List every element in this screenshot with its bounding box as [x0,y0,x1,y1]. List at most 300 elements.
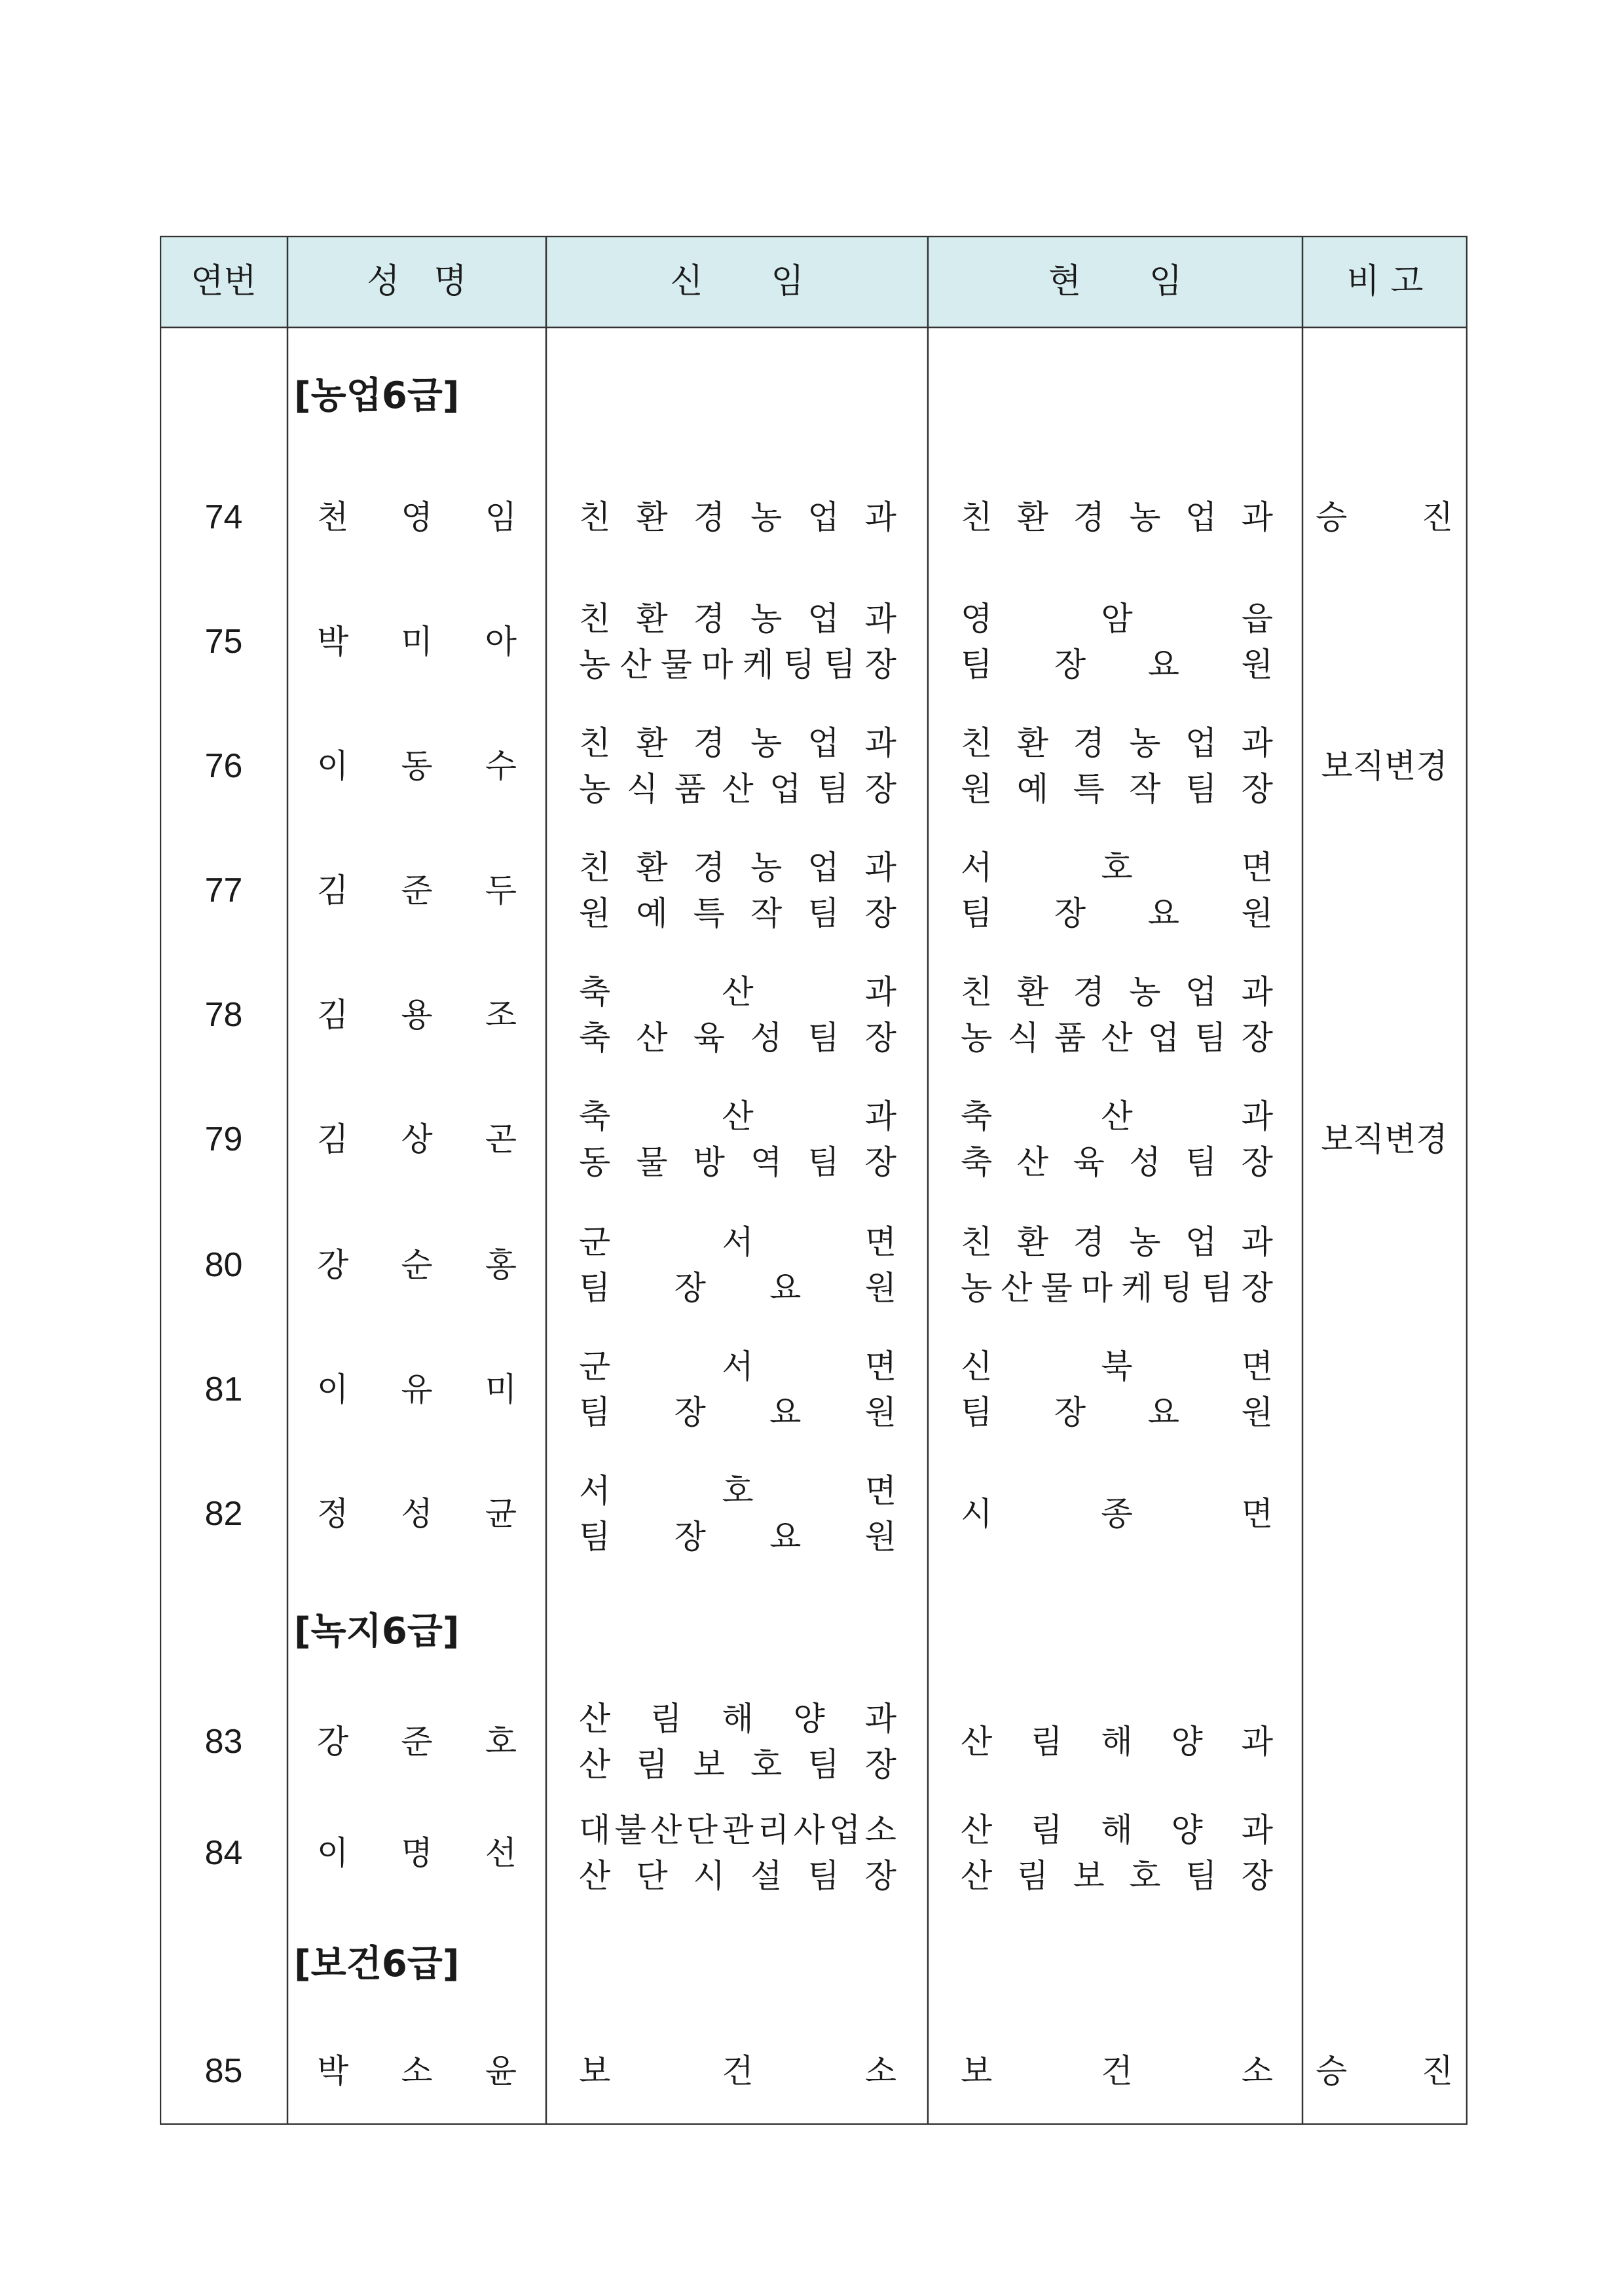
row-number [160,1797,287,1909]
char: 과 [1241,724,1273,762]
char: 양 [1171,1723,1203,1761]
char: 수 [485,747,517,785]
char: 산 [1001,1269,1033,1307]
char: [ [294,1943,311,1985]
char: 과 [864,849,896,887]
char: 팀 [817,770,849,808]
char: 명 [401,1834,433,1872]
current-post-line [961,1265,1273,1311]
header-remarks [1302,236,1467,327]
char: 요 [1147,894,1180,932]
char: 장 [1241,1269,1273,1307]
new-post-line [579,1807,896,1853]
new-post-line [579,720,896,766]
header-name-label: 성 명 [367,262,467,301]
char: 산 [579,1746,611,1784]
char: 진 [1421,2052,1453,2090]
current-post [961,1334,1273,1445]
char: 장 [864,1746,896,1784]
char: 영 [961,600,993,638]
header-name [287,236,546,327]
new-post [579,1084,896,1195]
char: 업 [807,600,840,638]
current-post-line [961,1853,1273,1899]
char: 시 [961,1495,993,1533]
char: 호 [485,1723,517,1761]
char: 팀 [807,1019,840,1057]
new-post-line [579,969,896,1015]
char: 두 [485,872,517,909]
row-number-text: 85 [204,2052,243,2090]
row-number [160,1686,287,1797]
char: 군 [579,1223,611,1261]
current-post-line [961,720,1273,766]
char: 물 [1041,1269,1073,1307]
new-post-line [579,2048,896,2094]
appointment-table [160,236,1467,2125]
char: 장 [674,1393,706,1431]
char: 농 [961,1019,993,1057]
char: 과 [1241,1723,1273,1761]
row-number-text: 74 [204,498,243,536]
current-post-line [961,766,1273,812]
char: 면 [1241,1495,1273,1533]
person-name-text [317,2048,517,2094]
char: 산 [1101,1019,1133,1057]
row-number-text: 77 [204,872,243,909]
person-name-text [317,868,517,913]
section-label [294,373,543,419]
current-post [961,1209,1273,1321]
char: 업 [829,1811,861,1849]
char: 작 [1129,770,1161,808]
char: 보 [1073,1857,1105,1895]
new-post-line [579,1853,896,1899]
current-post [961,1458,1273,1570]
remarks-text: 보직변경 [1321,1120,1448,1158]
char: 환 [636,724,668,762]
new-post-line [579,1514,896,1560]
char: 림 [636,1746,668,1784]
char: 소 [1241,2052,1273,2090]
char: 업 [1185,498,1217,536]
person-name [317,2015,517,2127]
row-number-text: 75 [204,623,243,661]
char: 서 [961,849,993,887]
char: 환 [636,600,668,638]
char: 경 [693,498,725,536]
char: 임 [485,498,517,536]
char: 장 [1241,1019,1273,1057]
char: 친 [961,973,993,1011]
char: 순 [401,1246,433,1284]
char: 축 [579,973,611,1011]
new-post [579,1209,896,1321]
char: 경 [693,724,725,762]
char: 지 [346,1610,382,1653]
person-name [317,1458,517,1570]
char: 보 [310,1943,346,1985]
person-name [317,586,517,697]
char: 소 [864,1811,896,1849]
new-post [579,710,896,822]
char: 균 [485,1495,517,1533]
char: 케 [742,646,774,684]
char: 해 [1101,1811,1133,1849]
row-number [160,2015,287,2127]
char: 팀 [579,1269,611,1307]
remarks [1316,462,1453,573]
char: 녹 [310,1610,346,1653]
char: 작 [750,894,783,932]
char: 진 [1421,498,1453,536]
char: 정 [317,1495,349,1533]
char: 선 [485,1834,517,1872]
char: 설 [750,1857,783,1895]
new-post-line [579,1265,896,1311]
char: 원 [1241,646,1273,684]
char: 급 [407,1943,443,1985]
char: 업 [807,498,840,536]
char: 박 [317,623,349,661]
char: 요 [769,1518,802,1556]
char: 강 [317,1246,349,1284]
char: 업 [1185,724,1217,762]
new-post [579,959,896,1071]
row-number-text: 84 [204,1834,243,1872]
remarks-text: 보직변경 [1321,747,1448,785]
char: 원 [1241,894,1273,932]
char: 급 [407,1610,443,1653]
header-new-post [546,236,928,327]
char: 과 [864,1097,896,1135]
char: 곤 [485,1120,517,1158]
current-post-line [961,1219,1273,1265]
char: 팀 [807,1143,840,1181]
new-post-line [579,845,896,890]
char: 산 [636,1019,668,1057]
current-post [961,710,1273,822]
char: 경 [1073,724,1105,762]
char: 용 [401,996,433,1034]
char: 원 [1241,1393,1273,1431]
char: 원 [864,1393,896,1431]
row-number [160,1209,287,1321]
new-post-line [579,642,896,688]
char: 농 [750,849,783,887]
new-post [579,586,896,697]
new-post [579,835,896,946]
current-post-line [961,2048,1273,2094]
char: 환 [1016,973,1049,1011]
char: 팀 [824,646,856,684]
char: 팅 [783,646,815,684]
char: 면 [1241,1348,1273,1386]
char: 호 [1101,849,1133,887]
char: 원 [579,894,611,932]
char: 환 [1016,498,1049,536]
row-number [160,462,287,573]
char: 경 [1073,973,1105,1011]
char: 급 [407,375,443,417]
char: [ [294,1610,311,1653]
char: 과 [864,600,896,638]
current-post-line [961,642,1273,688]
char: 경 [693,600,725,638]
char: 농 [750,600,783,638]
person-name-text [317,992,517,1038]
row-number [160,1458,287,1570]
row-number-text: 82 [204,1495,243,1533]
person-name-text [317,1116,517,1162]
char: 마 [1080,1269,1113,1307]
person-name [317,959,517,1071]
char: 물 [636,1143,668,1181]
char: 강 [317,1723,349,1761]
remarks-text [1316,494,1453,540]
char: 육 [1073,1143,1105,1181]
char: 요 [769,1393,802,1431]
char: 6 [381,375,407,417]
char: 장 [1241,770,1273,808]
char: 박 [317,2052,349,2090]
char: 서 [722,1223,754,1261]
current-post-line [961,1807,1273,1853]
char: 품 [1054,1019,1086,1057]
char: 보 [961,2052,993,2090]
char: 친 [579,498,611,536]
char: 해 [1101,1723,1133,1761]
char: 소 [864,2052,896,2090]
char: ] [442,375,460,417]
char: 예 [1016,770,1049,808]
row-number [160,710,287,822]
char: 과 [1241,1811,1273,1849]
char: 마 [701,646,733,684]
person-name-text [317,1491,517,1537]
char: 이 [317,1834,349,1872]
section-heading [294,1909,661,2020]
person-name [317,462,517,573]
char: 이 [317,747,349,785]
char: 친 [961,498,993,536]
char: 승 [1316,498,1348,536]
char: 준 [401,872,433,909]
section-label [294,1609,543,1655]
person-name-text [317,619,517,665]
char: 윤 [485,2052,517,2090]
char: 단 [686,1811,718,1849]
row-number [160,1084,287,1195]
person-name [317,1209,517,1321]
char: 장 [1054,646,1086,684]
char: 림 [1031,1811,1063,1849]
char: 환 [636,849,668,887]
current-post [961,1797,1273,1909]
char: 팀 [1185,1143,1217,1181]
char: 농 [1129,498,1161,536]
char: 산 [961,1723,993,1761]
char: 준 [401,1723,433,1761]
char: 육 [693,1019,725,1057]
char: 팀 [807,1746,840,1784]
char: 역 [750,1143,783,1181]
char: 건 [1101,2052,1133,2090]
remarks [1316,2015,1453,2127]
char: 상 [401,1120,433,1158]
header-current-post-label: 현 임 [1048,262,1183,301]
person-name-text [317,1719,517,1765]
char: 장 [1241,1857,1273,1895]
char: 과 [864,498,896,536]
char: 요 [769,1269,802,1307]
char: 원 [864,1269,896,1307]
section-heading [294,1576,661,1687]
char: 농 [1129,724,1161,762]
char: 업 [769,770,802,808]
new-post-line [579,890,896,936]
char: 축 [579,1097,611,1135]
char: 성 [1129,1143,1161,1181]
row-number [160,586,287,697]
char: 예 [636,894,668,932]
new-post-line [579,1389,896,1435]
char: 축 [579,1019,611,1057]
char: 장 [1054,1393,1086,1431]
char: 팀 [961,646,993,684]
char: 북 [1101,1348,1133,1386]
char: 요 [1147,646,1180,684]
row-number-text: 81 [204,1370,243,1408]
current-post-line [961,1344,1273,1389]
char: 축 [961,1143,993,1181]
header-current-post [928,236,1302,327]
char: 6 [381,1610,407,1653]
char: 산 [619,646,652,684]
char: 동 [579,1143,611,1181]
char: 면 [1241,849,1273,887]
current-post [961,1686,1273,1797]
char: 업 [1147,1019,1180,1057]
char: 호 [1129,1857,1161,1895]
new-post-line [579,1696,896,1742]
char: 산 [1016,1143,1049,1181]
char: 동 [401,747,433,785]
char: 팀 [961,1393,993,1431]
char: 호 [722,1472,754,1510]
person-name [317,1797,517,1909]
char: 과 [1241,498,1273,536]
char: 산 [961,1857,993,1895]
char: 장 [1054,894,1086,932]
char: 원 [864,1518,896,1556]
row-number-text: 79 [204,1120,243,1158]
char: 6 [381,1943,407,1985]
char: 김 [317,872,349,909]
header-new-post-label: 신 임 [670,262,804,301]
char: 신 [961,1348,993,1386]
char: ] [442,1943,460,1985]
char: 암 [1101,600,1133,638]
header-no-label: 연번 [191,262,257,301]
char: 면 [864,1472,896,1510]
new-post-line [579,1468,896,1514]
char: 산 [961,1811,993,1849]
char: 장 [674,1518,706,1556]
char: 경 [1073,498,1105,536]
person-name-text [317,494,517,540]
char: 단 [636,1857,668,1895]
remarks-text [1316,2048,1453,2094]
char: 농 [750,724,783,762]
char: 농 [579,770,611,808]
char: 산 [650,1811,682,1849]
person-name [317,835,517,946]
header-no [160,236,287,327]
new-post-line [579,596,896,642]
char: 림 [1031,1723,1063,1761]
new-post-line [579,766,896,812]
char: 친 [579,600,611,638]
section-label [294,1941,543,1987]
char: 조 [485,996,517,1034]
current-post-line [961,890,1273,936]
current-post [961,586,1273,697]
row-number-text: 83 [204,1723,243,1761]
char: 군 [579,1348,611,1386]
current-post [961,2015,1273,2127]
char: 림 [650,1700,682,1738]
char: 성 [750,1019,783,1057]
char: 품 [674,770,706,808]
char: 축 [961,1097,993,1135]
row-number-text: 80 [204,1246,243,1284]
char: 미 [401,623,433,661]
current-post-line [961,1093,1273,1139]
char: 물 [660,646,693,684]
char: 불 [614,1811,646,1849]
char: 팀 [579,1393,611,1431]
current-post-line [961,845,1273,890]
char: 영 [401,498,433,536]
current-post-line [961,969,1273,1015]
char: 농 [961,1269,993,1307]
char: 보 [579,2052,611,2090]
current-post-line [961,596,1273,642]
char: 장 [1241,1143,1273,1181]
char: 팀 [1185,770,1217,808]
char: 경 [693,849,725,887]
char: 농 [1129,973,1161,1011]
char: 과 [1241,973,1273,1011]
current-post-line [961,1139,1273,1185]
char: 성 [401,1495,433,1533]
char: 사 [793,1811,825,1849]
char: 환 [636,498,668,536]
char: 팀 [807,894,840,932]
char: 유 [401,1370,433,1408]
char: 팀 [579,1518,611,1556]
char: 팀 [1194,1019,1227,1057]
char: 산 [722,770,754,808]
char: 농 [750,498,783,536]
char: 농 [1129,1223,1161,1261]
char: 장 [674,1269,706,1307]
char: 팀 [1201,1269,1233,1307]
person-name-text [317,1242,517,1288]
char: 원 [961,770,993,808]
current-post-line [961,494,1273,540]
